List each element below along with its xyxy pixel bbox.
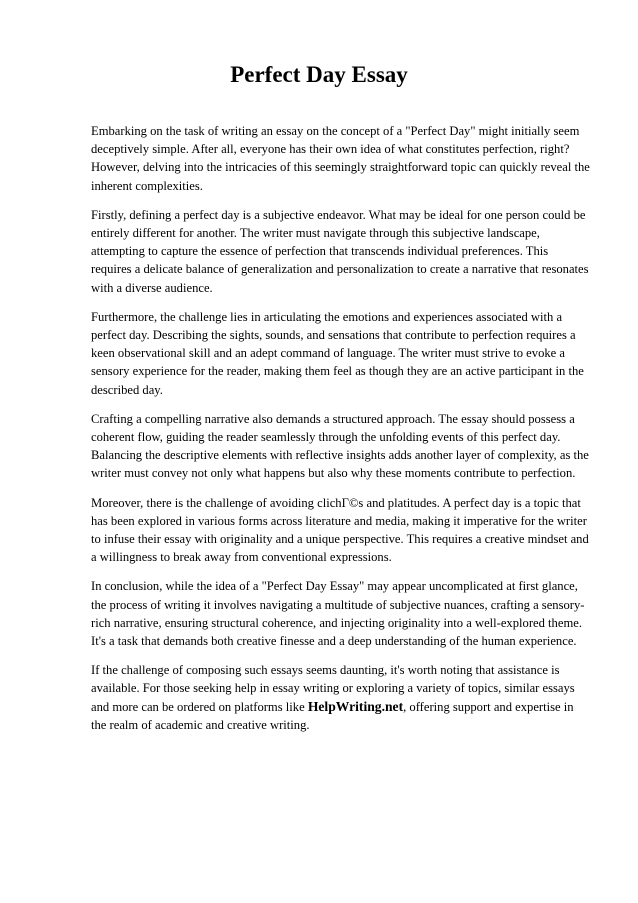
paragraph-intro: Embarking on the task of writing an essay on the concept of a "Perfect Day" might initially seem deceptively simple. After all, everyone has their own idea of what constitutes perfection, right? However, delving into the intricacies of this seemingly straightforward topic can quickly reveal the inherent complexities. bbox=[91, 124, 590, 193]
document-body bbox=[91, 122, 591, 745]
closing-text-after: , offering support and expertise in the realm of academic and creative writing. bbox=[91, 699, 574, 732]
paragraph-crafting: Crafting a compelling narrative also demands a structured approach. The essay should possess a coherent flow, guiding the reader seamlessly through the unfolding events of this perfect day. Balancing the descriptive elements with reflective insights adds another layer of complexity, as the writer must convey not only what happens but also why these moments contribute to perfection. bbox=[91, 411, 589, 481]
closing-text-before: If the challenge of composing such essays seems daunting, it's worth noting that assistance is available. For those seeking help in essay writing or exploring a variety of topics, similar essays and more can be ordered on platforms like bbox=[91, 663, 575, 714]
paragraph-firstly: Firstly, defining a perfect day is a subjective endeavor. What may be ideal for one person could be entirely different for another. The writer must navigate through this subjective landscape, attempting to capture the essence of perfection that transcends individual preferences. This requires a delicate balance of generalization and personalization to create a narrative that resonates with a diverse audience. bbox=[91, 207, 589, 295]
paragraph-moreover: Moreover, there is the challenge of avoiding clichГ©s and platitudes. A perfect day is a topic that has been explored in various forms across literature and media, making it imperative for the writer to infuse their essay with originality and a unique perspective. This requires a creative mindset and a willingness to break away from conventional expressions. bbox=[91, 495, 589, 565]
paragraph-conclusion: In conclusion, while the idea of a "Perfect Day Essay" may appear uncomplicated at first glance, the process of writing it involves navigating a multitude of subjective nuances, crafting a sensory-rich narrative, ensuring structural coherence, and injecting originality into a well-explored theme. It's a task that demands both creative finesse and a deep understanding of the human experience. bbox=[91, 579, 585, 649]
document-title: Perfect Day Essay bbox=[230, 62, 408, 87]
paragraph-closing bbox=[91, 661, 591, 734]
paragraph-furthermore: Furthermore, the challenge lies in articulating the emotions and experiences associated with a perfect day. Describing the sights, sounds, and sensations that contribute to perfection requires a keen observational skill and an adept command of language. The writer must strive to evoke a sensory experience for the reader, making them feel as though they are an active participant in the described day. bbox=[91, 309, 584, 397]
helpwriting-link[interactable]: HelpWriting.net bbox=[307, 698, 404, 714]
